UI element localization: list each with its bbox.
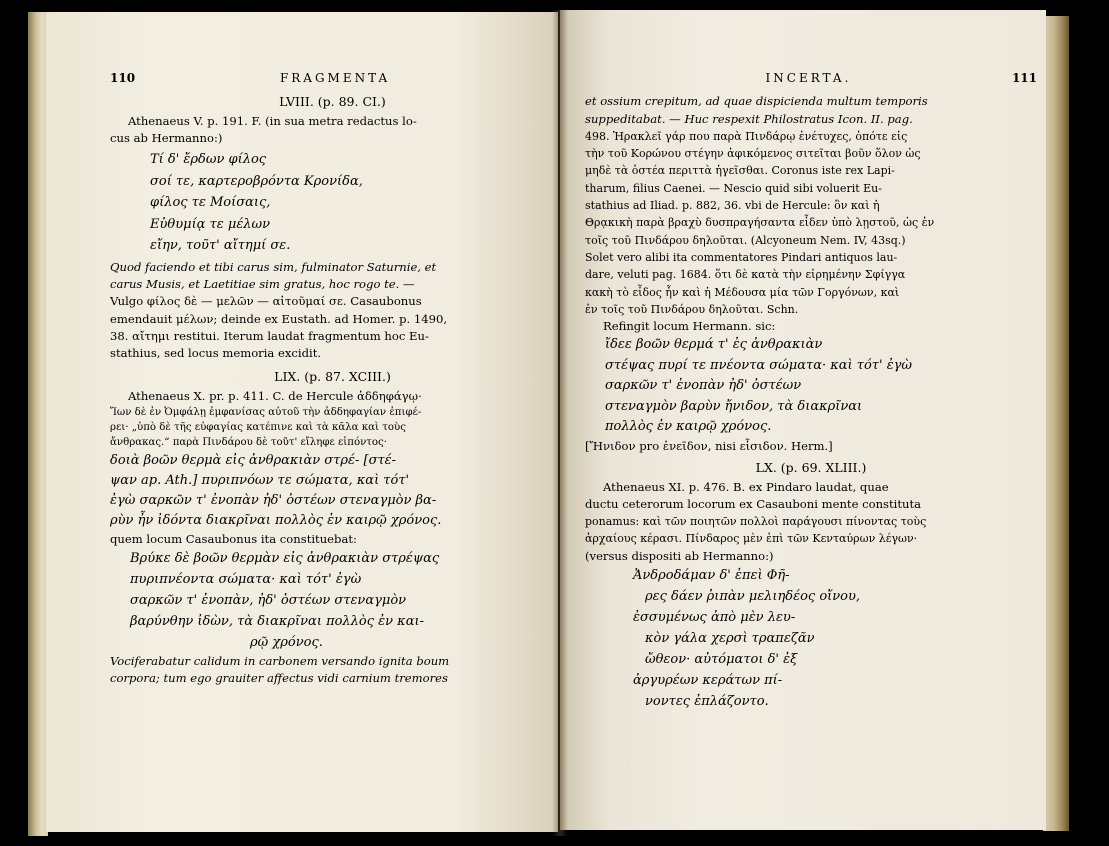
right-running-head [585,70,1037,87]
section-60-intro: Athenaeus XI. p. 476. B. ex Pindaro laudat, quae ductu ceterorum locorum ex Casauboni mente constituta ponamus: καὶ τῶν ποιητῶν πολλοὶ παράγουσι πίνοντας τοὺς ἀρχαίους κέρασι. Πίνδαρος μὲν ἐπὶ τῶν Κενταύρων λέγων· (versus dispositi ab Hermanno:) [585,479,927,563]
left-page-text [110,70,555,688]
left-running-title: FRAGMENTA [279,71,391,85]
right-running-title: INCERTA. [765,71,852,85]
right-page-text [585,70,1037,712]
section-59-greek-text: δοιὰ βοῶν θερμὰ εἰς ἀνθρακιὰν στρέ- [στέ- ψαν ap. Ath.] πυριπνόων τε σώματα, καὶ τότ' ἐγὼ σαρκῶν τ' ἐνοπὰν ἠδ' ὀστέων στεναγμὸν βα- ρὺν ἦν ἰδόντα διακρῖναι πολλὸς ἐν καιρῷ χρόνος. [110,452,442,528]
section-59-quote: Ἴων δὲ ἐν Ὀμφάλῃ ἐμφανίσας αὐτοῦ τὴν ἀδδηφαγίαν ἐπιφέ- ρει· „ὑπὸ δὲ τῆς εὐφαγίας κατέπινε καὶ τὰ κᾶλα καὶ τοὺς ἄνθρακας.“ παρὰ Πινδάρου δὲ τοῦτ' εἴληφε εἰπόντος· [110,407,422,449]
section-60-heading: LX. (p. 69. XLIII.) [755,460,867,476]
section-58-notes: Vulgo φίλος δὲ — μελῶν — αἰτοῦμαί σε. Casaubonus emendauit μέλων; deinde ex Eustath. ad Homer. p. 1490, 38. αἴτημι restitui. Iterum laudat fragmentum hoc Eu- stathius, sed locus memoria excidit. [110,294,448,361]
hermann-verse: ἴδεε βοῶν θερμά τ' ἐς ἀνθρακιὰν στέψας πυρί τε πνέοντα σώματα· καὶ τότ' ἐγὼ σαρκῶν τ' ἐνοπὰν ἠδ' ὀστέων στεναγμὸν βαρὺν ἤνιδον, τὰ διακρῖναι πολλὸς ἐν καιρῷ χρόνος. [605,337,913,435]
section-58-translation: Quod faciendo et tibi carus sim, fulminator Saturnie, et carus Musis, et Laetitiae sim gratus, hoc rogo te. — [110,259,437,291]
hermann-intro: Refingit locum Hermann. sic: [603,319,776,334]
left-page-edges [28,12,48,836]
section-59-translation: Vociferabatur calidum in carbonem versando ignita boum corpora; tum ego grauiter affectus vidi carnium tremores [110,653,450,686]
left-page-number: 110 [110,71,136,85]
left-running-head [110,70,555,87]
section-59-intro: Athenaeus X. pr. p. 411. C. de Hercule ἀδδηφάγῳ· [128,388,422,403]
section-58-intro: Athenaeus V. p. 191. F. (in sua metra redactus lo- cus ab Hermanno:) [110,113,417,145]
continued-notes: 498. Ἡρακλεῖ γάρ που παρὰ Πινδάρῳ ἐνέτυχες, ὁπότε εἰς τὴν τοῦ Κορώνου στέγην ἀφικόμενος σιτεῖται βοῦν ὅλον ὡς μηδὲ τὰ ὀστέα περιττὰ ἡγεῖσθαι. Coronus iste rex Lapi- tharum, filius Caenei. — Nescio quid sibi voluerit Eu- stathius ad Iliad. p. 882, 36. vbi de Hercule: ὃν καὶ ἡ Θρᾳκικὴ παρὰ βραχὺ δυσπραγήσαντα εἶδεν ὑπὸ λῃστοῦ, ὡς ἐν τοῖς τοῦ Πινδάρου δηλοῦται. (Alcyoneum Nem. IV, 43sq.) Solet vero alibi ita commentatores Pindari antiquos lau- dare, veluti pag. 1684. ὅτι δὲ κατὰ τὴν εἰρημένην Σφίγγα κακὴ τὸ εἶδος ἦν καὶ ἡ Μέδουσα μία τῶν Γοργόνων, καὶ ἐν τοῖς τοῦ Πινδάρου δηλοῦται. Schn. [585,129,935,316]
right-page-number: 111 [1011,71,1037,85]
hermann-note: [Ἤνιδον pro ἐνεῖδον, nisi εἶσιδον. Herm.] [585,438,833,453]
section-60-verse: Ἀνδροδάμαν δ' ἐπεὶ Φῆ- ρες δάεν ῥιπὰν μελιηδέος οἴνου, ἐσσυμένως ἀπὸ μὲν λευ- κὸν γάλα χερσὶ τραπεζᾶν ὤθεον· αὐτόματοι δ' ἐξ ἀργυρέων κεράτων πί- νοντες ἐπλάζοντο. [633,568,861,710]
section-58-heading: LVIII. (p. 89. CI.) [279,94,386,110]
section-59-casaubon-note: quem locum Casaubonus ita constituebat: [110,531,357,546]
continued-translation: et ossium crepitum, ad quae dispicienda multum temporis suppeditabat. — Huc respexit Philostratus Icon. II. pag. [585,94,928,126]
section-59-verse: Βρύκε δὲ βοῶν θερμὰν εἰς ἀνθρακιὰν στρέψας πυριπνέοντα σώματα· καὶ τότ' ἐγὼ σαρκῶν τ' ἐνοπὰν, ἠδ' ὀστέων στεναγμὸν βαρύνθην ἰδὼν, τὰ διακρῖναι πολλὸς ἐν και- ρῷ χρόνος. [130,550,440,650]
section-59-heading: LIX. (p. 87. XCIII.) [274,369,391,385]
right-page-edges [1043,16,1069,831]
section-58-verse: Τί δ' ἔρδων φίλος σοί τε, καρτεροβρόντα Κρονίδα, φίλος τε Μοίσαις, Εὐθυμίᾳ τε μέλων εἴην, τοῦτ' αἴτημί σε. [150,152,363,254]
